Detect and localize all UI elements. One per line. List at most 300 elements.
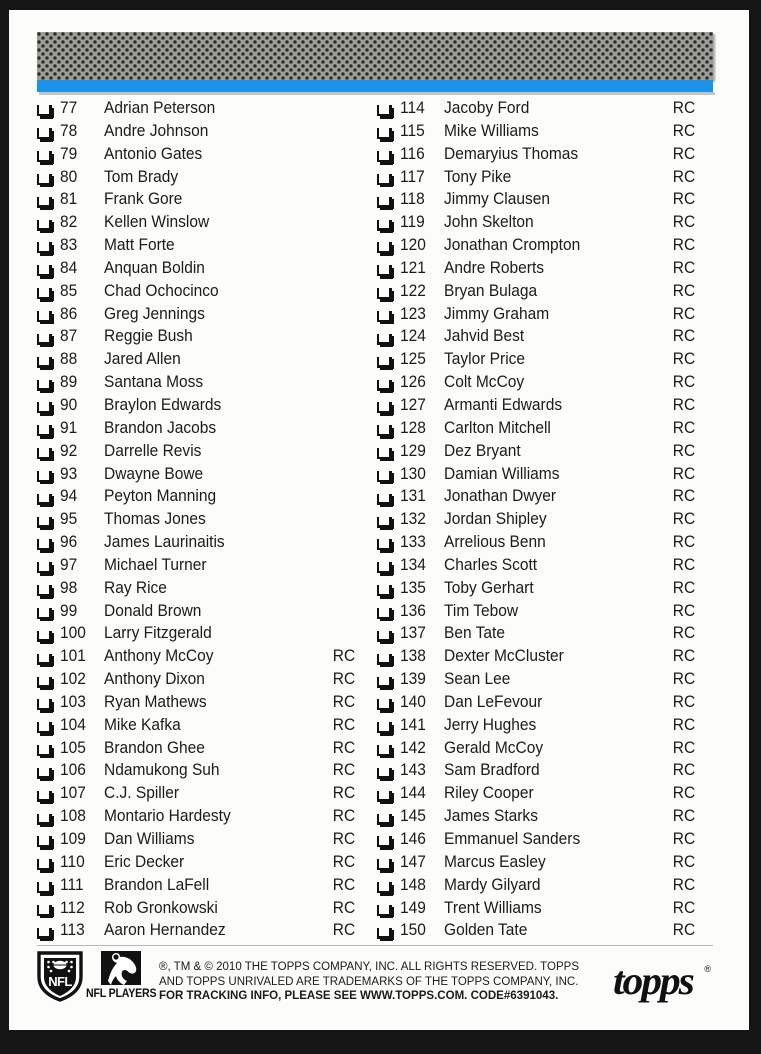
checklist-row[interactable] <box>377 259 717 282</box>
scan-edge-right <box>749 0 761 1054</box>
player-name: Ndamukong Suh <box>104 761 220 780</box>
checklist-row[interactable] <box>37 259 377 282</box>
checklist-row[interactable] <box>377 693 717 716</box>
card-number: 92 <box>60 441 78 460</box>
rookie-card-badge: RC <box>672 784 696 803</box>
rookie-card-badge: RC <box>672 327 696 346</box>
rookie-card-badge: RC <box>672 213 696 232</box>
checkbox-icon[interactable] <box>37 448 52 459</box>
checklist-row[interactable] <box>377 373 717 396</box>
checkbox-icon[interactable] <box>377 471 392 482</box>
card-number: 78 <box>60 121 78 140</box>
checklist-row[interactable] <box>37 442 377 465</box>
checklist-row[interactable] <box>377 419 717 442</box>
card-number: 136 <box>400 601 426 620</box>
card-footer <box>37 950 717 1012</box>
checkbox-icon[interactable] <box>377 288 392 299</box>
checklist-row[interactable] <box>377 213 717 236</box>
card-number: 84 <box>60 258 78 277</box>
rookie-card-badge: RC <box>672 144 696 163</box>
checklist-row[interactable] <box>377 739 717 762</box>
checklist-row[interactable] <box>377 579 717 602</box>
checkbox-icon[interactable] <box>37 471 52 482</box>
checkbox-icon[interactable] <box>37 814 52 825</box>
checkbox-icon[interactable] <box>377 768 392 779</box>
player-name: Ray Rice <box>104 578 167 597</box>
player-name: Colt McCoy <box>444 373 525 392</box>
checklist-row[interactable] <box>37 716 377 739</box>
rookie-card-badge: RC <box>672 533 696 552</box>
checkbox-icon[interactable] <box>37 334 52 345</box>
checkbox-icon[interactable] <box>377 814 392 825</box>
checklist-row[interactable] <box>37 670 377 693</box>
checklist-row[interactable] <box>377 853 717 876</box>
checkbox-icon[interactable] <box>377 836 392 847</box>
checklist-row[interactable] <box>37 739 377 762</box>
player-name: Reggie Bush <box>104 327 193 346</box>
player-name: Tom Brady <box>104 167 179 186</box>
player-name: Larry Fitzgerald <box>104 624 212 643</box>
player-name: Rob Gronkowski <box>104 898 218 917</box>
checklist-row[interactable] <box>37 579 377 602</box>
checkbox-icon[interactable] <box>37 174 52 185</box>
checklist-row[interactable] <box>377 282 717 305</box>
rookie-card-badge: RC <box>672 555 696 574</box>
player-name: Antonio Gates <box>104 144 203 163</box>
checkbox-icon[interactable] <box>37 128 52 139</box>
checkbox-icon[interactable] <box>37 151 52 162</box>
rookie-card-badge: RC <box>672 167 696 186</box>
player-name: Chad Ochocinco <box>104 281 219 300</box>
player-name: Tony Pike <box>444 167 512 186</box>
checklist-row[interactable] <box>377 556 717 579</box>
checkbox-icon[interactable] <box>377 265 392 276</box>
rookie-card-badge: RC <box>672 692 696 711</box>
player-name: John Skelton <box>444 213 534 232</box>
checklist-row[interactable] <box>37 487 377 510</box>
checkbox-icon[interactable] <box>37 402 52 413</box>
rookie-card-badge: RC <box>672 852 696 871</box>
player-name: Trent Williams <box>444 898 542 917</box>
checkbox-icon[interactable] <box>37 699 52 710</box>
checkbox-icon[interactable] <box>377 128 392 139</box>
checklist-row[interactable] <box>377 921 717 944</box>
checkbox-icon[interactable] <box>37 882 52 893</box>
nfl-shield-icon <box>37 950 83 1002</box>
card-number: 145 <box>400 807 426 826</box>
player-name: Aaron Hernandez <box>104 921 226 940</box>
rookie-card-badge: RC <box>672 236 696 255</box>
checklist-row[interactable] <box>37 305 377 328</box>
player-name: Thomas Jones <box>104 510 206 529</box>
checkbox-icon[interactable] <box>377 654 392 665</box>
player-name: Jared Allen <box>104 350 181 369</box>
card-number: 98 <box>60 578 78 597</box>
player-name: James Starks <box>444 807 538 826</box>
checkbox-icon[interactable] <box>377 905 392 916</box>
player-name: Donald Brown <box>104 601 202 620</box>
checklist-row[interactable] <box>37 350 377 373</box>
card-number: 133 <box>400 533 426 552</box>
card-number: 88 <box>60 350 78 369</box>
checklist-row[interactable] <box>377 442 717 465</box>
player-name: Adrian Peterson <box>104 99 216 117</box>
scan-edge-left <box>0 0 9 1054</box>
checklist-row[interactable] <box>37 145 377 168</box>
checklist-row[interactable] <box>377 602 717 625</box>
card-number: 122 <box>400 281 426 300</box>
checkbox-icon[interactable] <box>377 608 392 619</box>
checkbox-icon[interactable] <box>377 722 392 733</box>
checkbox-icon[interactable] <box>37 745 52 756</box>
player-name: Mike Kafka <box>104 715 181 734</box>
rookie-card-badge: RC <box>332 807 356 826</box>
card-number: 108 <box>60 807 86 826</box>
card-number: 121 <box>400 258 426 277</box>
checkbox-icon[interactable] <box>377 745 392 756</box>
player-name: Dez Bryant <box>444 441 521 460</box>
rookie-card-badge: RC <box>672 670 696 689</box>
checklist-row[interactable] <box>377 327 717 350</box>
card-number: 97 <box>60 555 78 574</box>
player-name: Jordan Shipley <box>444 510 547 529</box>
checkbox-icon[interactable] <box>377 562 392 573</box>
checkbox-icon[interactable] <box>377 517 392 528</box>
player-name: Andre Roberts <box>444 258 545 277</box>
checklist-row[interactable] <box>37 236 377 259</box>
rookie-card-badge: RC <box>672 373 696 392</box>
checklist-row[interactable] <box>37 761 377 784</box>
player-name: Taylor Price <box>444 350 526 369</box>
checklist-row[interactable] <box>377 487 717 510</box>
checklist-row[interactable] <box>37 213 377 236</box>
checkbox-icon[interactable] <box>37 288 52 299</box>
player-name: Gerald McCoy <box>444 738 544 757</box>
checklist-row[interactable] <box>37 784 377 807</box>
checklist-row[interactable] <box>37 168 377 191</box>
checklist-row[interactable] <box>37 282 377 305</box>
card-number: 90 <box>60 395 78 414</box>
card-number: 77 <box>60 99 78 117</box>
checklist-row[interactable] <box>377 465 717 488</box>
card-number: 93 <box>60 464 78 483</box>
card-number: 128 <box>400 418 426 437</box>
rookie-card-badge: RC <box>672 350 696 369</box>
player-name: Charles Scott <box>444 555 538 574</box>
rookie-card-badge: RC <box>332 670 356 689</box>
player-name: Anquan Boldin <box>104 258 205 277</box>
player-name: Eric Decker <box>104 852 185 871</box>
card-number: 142 <box>400 738 426 757</box>
card-number: 86 <box>60 304 78 323</box>
scan-edge-bottom <box>0 1030 761 1054</box>
checklist-row[interactable] <box>37 693 377 716</box>
checkbox-icon[interactable] <box>377 677 392 688</box>
checkbox-icon[interactable] <box>37 311 52 322</box>
checklist-row[interactable] <box>377 876 717 899</box>
rookie-card-badge: RC <box>672 190 696 209</box>
player-name: Jahvid Best <box>444 327 525 346</box>
player-name: Andre Johnson <box>104 121 209 140</box>
checkbox-icon[interactable] <box>377 380 392 391</box>
card-number: 125 <box>400 350 426 369</box>
checklist-row[interactable] <box>37 853 377 876</box>
card-number: 102 <box>60 670 86 689</box>
player-name: Santana Moss <box>104 373 204 392</box>
checklist-row[interactable] <box>37 373 377 396</box>
rookie-card-badge: RC <box>332 830 356 848</box>
checkbox-icon[interactable] <box>37 380 52 391</box>
checklist-row[interactable] <box>37 807 377 830</box>
checkbox-icon[interactable] <box>377 220 392 231</box>
card-number: 115 <box>400 121 425 140</box>
checkbox-icon[interactable] <box>377 631 392 642</box>
checklist-row[interactable] <box>377 899 717 922</box>
rookie-card-badge: RC <box>672 738 696 757</box>
checkbox-icon[interactable] <box>377 494 392 505</box>
rookie-card-badge: RC <box>672 441 696 460</box>
player-name: Brandon LaFell <box>104 875 210 894</box>
rookie-card-badge: RC <box>672 418 696 437</box>
checklist-row[interactable] <box>377 99 717 122</box>
player-name: Matt Forte <box>104 236 175 255</box>
checklist-row[interactable] <box>37 830 377 853</box>
rookie-card-badge: RC <box>672 761 696 780</box>
checklist-row[interactable] <box>37 99 377 122</box>
rookie-card-badge: RC <box>672 578 696 597</box>
player-name: Anthony Dixon <box>104 670 205 689</box>
card-number: 94 <box>60 487 78 506</box>
checkbox-icon[interactable] <box>37 197 52 208</box>
checkbox-icon[interactable] <box>37 357 52 368</box>
rookie-card-badge: RC <box>672 898 696 917</box>
player-name: Ryan Mathews <box>104 692 207 711</box>
checkbox-icon[interactable] <box>37 517 52 528</box>
checkbox-icon[interactable] <box>37 928 52 939</box>
player-name: Jacoby Ford <box>444 99 530 117</box>
rookie-card-badge: RC <box>332 898 356 917</box>
rookie-card-badge: RC <box>672 395 696 414</box>
card-number: 119 <box>400 213 425 232</box>
player-name: Damian Williams <box>444 464 560 483</box>
checkbox-icon[interactable] <box>37 539 52 550</box>
player-name: Brandon Jacobs <box>104 418 217 437</box>
header-drop-shadow <box>39 92 715 95</box>
checkbox-icon[interactable] <box>37 494 52 505</box>
checklist-row[interactable] <box>377 350 717 373</box>
checkbox-icon[interactable] <box>37 836 52 847</box>
card-number: 114 <box>400 99 425 117</box>
checklist-row[interactable] <box>377 647 717 670</box>
checkbox-icon[interactable] <box>37 242 52 253</box>
checklist-row[interactable] <box>377 190 717 213</box>
checklist-row[interactable] <box>37 899 377 922</box>
card-number: 134 <box>400 555 426 574</box>
checklist-row[interactable] <box>377 305 717 328</box>
topps-registered-mark: ® <box>704 964 711 974</box>
checklist-row[interactable] <box>37 327 377 350</box>
rookie-card-badge: RC <box>332 761 356 780</box>
topps-logo <box>613 950 717 1003</box>
checklist-row[interactable] <box>377 761 717 784</box>
card-number: 124 <box>400 327 426 346</box>
card-number: 107 <box>60 784 86 803</box>
player-name: Marcus Easley <box>444 852 546 871</box>
player-name: Peyton Manning <box>104 487 217 506</box>
card-number: 106 <box>60 761 86 780</box>
checkbox-icon[interactable] <box>37 768 52 779</box>
checklist-row[interactable] <box>37 624 377 647</box>
checklist-row[interactable] <box>377 122 717 145</box>
checkbox-icon[interactable] <box>377 357 392 368</box>
player-name: Greg Jennings <box>104 304 205 323</box>
checklist-row[interactable] <box>377 168 717 191</box>
card-number: 104 <box>60 715 86 734</box>
checkbox-icon[interactable] <box>37 722 52 733</box>
card-number: 126 <box>400 373 426 392</box>
card-number: 87 <box>60 327 78 346</box>
checklist-row[interactable] <box>37 190 377 213</box>
card-number: 85 <box>60 281 78 300</box>
player-name: Jimmy Graham <box>444 304 550 323</box>
checklist-row[interactable] <box>377 236 717 259</box>
legal-line-3: FOR TRACKING INFO, PLEASE SEE WWW.TOPPS.COM. CODE#6391043. <box>159 988 559 1003</box>
checkbox-icon[interactable] <box>37 265 52 276</box>
player-name: Darrelle Revis <box>104 441 202 460</box>
checklist-row[interactable] <box>377 396 717 419</box>
scan-edge-top <box>0 0 761 10</box>
player-name: Ben Tate <box>444 624 505 643</box>
checklist-row[interactable] <box>37 921 377 944</box>
checkbox-icon[interactable] <box>37 608 52 619</box>
player-name: Michael Turner <box>104 555 207 574</box>
checkbox-icon[interactable] <box>37 105 52 116</box>
player-name: Jonathan Dwyer <box>444 487 557 506</box>
checkbox-icon[interactable] <box>37 791 52 802</box>
checkbox-icon[interactable] <box>37 425 52 436</box>
card-number: 116 <box>400 144 425 163</box>
player-name: Toby Gerhart <box>444 578 534 597</box>
rookie-card-badge: RC <box>672 921 696 940</box>
checklist-columns <box>37 99 717 944</box>
checkbox-icon[interactable] <box>377 882 392 893</box>
player-name: Kellen Winslow <box>104 213 210 232</box>
checklist-row[interactable] <box>37 122 377 145</box>
rookie-card-badge: RC <box>672 830 696 848</box>
card-number: 110 <box>60 852 85 871</box>
player-name: Tim Tebow <box>444 601 519 620</box>
checkbox-icon[interactable] <box>37 905 52 916</box>
checklist-row[interactable] <box>37 876 377 899</box>
checklist-row[interactable] <box>377 784 717 807</box>
checkbox-icon[interactable] <box>377 539 392 550</box>
checkbox-icon[interactable] <box>37 677 52 688</box>
checklist-row[interactable] <box>37 533 377 556</box>
checkbox-icon[interactable] <box>377 928 392 939</box>
rookie-card-badge: RC <box>672 464 696 483</box>
nflpa-label: NFL PLAYERS <box>85 988 157 1000</box>
checklist-row[interactable] <box>37 556 377 579</box>
checklist-row[interactable] <box>37 510 377 533</box>
footer-divider <box>37 945 713 946</box>
checkbox-icon[interactable] <box>37 631 52 642</box>
rookie-card-badge: RC <box>332 692 356 711</box>
checklist-row[interactable] <box>37 602 377 625</box>
checkbox-icon[interactable] <box>37 220 52 231</box>
card-number: 139 <box>400 670 426 689</box>
checklist-row[interactable] <box>37 419 377 442</box>
checkbox-icon[interactable] <box>377 174 392 185</box>
rookie-card-badge: RC <box>332 738 356 757</box>
card-number: 83 <box>60 236 78 255</box>
checklist-row[interactable] <box>377 145 717 168</box>
checklist-row[interactable] <box>377 807 717 830</box>
checkbox-icon[interactable] <box>37 585 52 596</box>
header-texture-band <box>37 32 713 80</box>
card-number: 82 <box>60 213 78 232</box>
rookie-card-badge: RC <box>672 99 696 117</box>
rookie-card-badge: RC <box>672 875 696 894</box>
checkbox-icon[interactable] <box>377 334 392 345</box>
checkbox-icon[interactable] <box>37 859 52 870</box>
player-name: Anthony McCoy <box>104 647 214 666</box>
player-name: Dan Williams <box>104 830 195 848</box>
card-number: 135 <box>400 578 426 597</box>
card-number: 137 <box>400 624 426 643</box>
checkbox-icon[interactable] <box>377 197 392 208</box>
checkbox-icon[interactable] <box>377 105 392 116</box>
rookie-card-badge: RC <box>672 510 696 529</box>
card-number: 148 <box>400 875 426 894</box>
checklist-row[interactable] <box>37 465 377 488</box>
checklist-row[interactable] <box>37 647 377 670</box>
checklist-row[interactable] <box>377 716 717 739</box>
checkbox-icon[interactable] <box>377 402 392 413</box>
checkbox-icon[interactable] <box>377 425 392 436</box>
checkbox-icon[interactable] <box>377 699 392 710</box>
checkbox-icon[interactable] <box>37 654 52 665</box>
checkbox-icon[interactable] <box>377 791 392 802</box>
player-name: Emmanuel Sanders <box>444 830 581 848</box>
legal-line-2: AND TOPPS UNRIVALED ARE TRADEMARKS OF THE TOPPS COMPANY, INC. <box>159 973 579 988</box>
checklist-row[interactable] <box>377 670 717 693</box>
player-name: Braylon Edwards <box>104 395 222 414</box>
rookie-card-badge: RC <box>672 487 696 506</box>
checkbox-icon[interactable] <box>377 151 392 162</box>
checkbox-icon[interactable] <box>377 311 392 322</box>
player-name: Carlton Mitchell <box>444 418 551 437</box>
checklist-row[interactable] <box>377 624 717 647</box>
card-number: 101 <box>60 647 86 666</box>
rookie-card-badge: RC <box>672 647 696 666</box>
checkbox-icon[interactable] <box>377 242 392 253</box>
checklist-row[interactable] <box>37 396 377 419</box>
nflpa-logo <box>85 950 157 1000</box>
checklist-row[interactable] <box>377 510 717 533</box>
checklist-row[interactable] <box>377 533 717 556</box>
card-number: 140 <box>400 692 426 711</box>
card-number: 143 <box>400 761 426 780</box>
checkbox-icon[interactable] <box>377 448 392 459</box>
player-name: Jerry Hughes <box>444 715 537 734</box>
checklist-row[interactable] <box>377 830 717 853</box>
checkbox-icon[interactable] <box>37 562 52 573</box>
rookie-card-badge: RC <box>332 784 356 803</box>
player-name: James Laurinaitis <box>104 533 225 552</box>
checkbox-icon[interactable] <box>377 859 392 870</box>
checkbox-icon[interactable] <box>377 585 392 596</box>
player-name: Dexter McCluster <box>444 647 564 666</box>
